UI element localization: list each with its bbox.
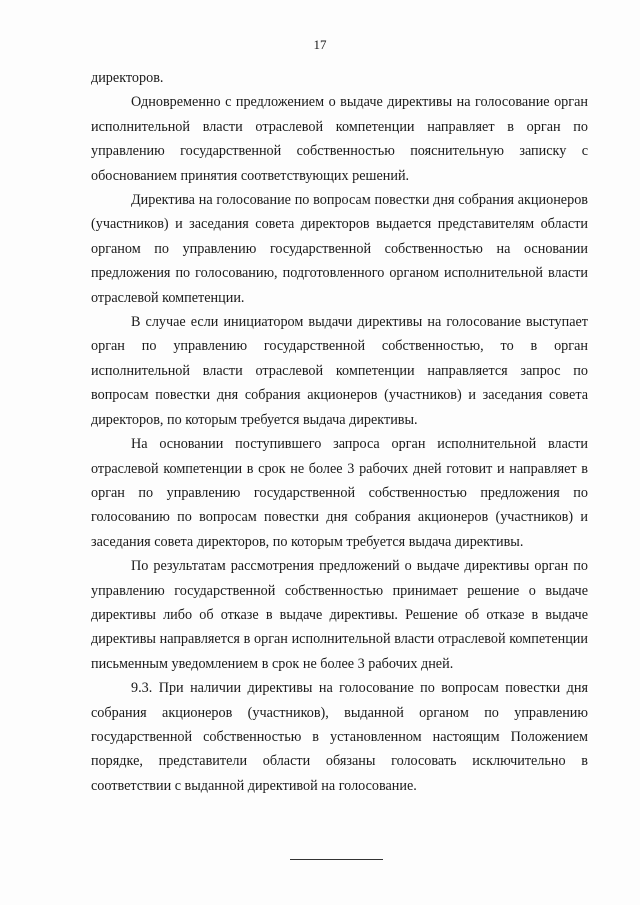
paragraph-decision: По результатам рассмотрения предложений о выдаче директивы орган по управлению государственной собственностью принимает решение о выдаче директивы либо об отказе в выдаче директивы. Решение об отказе в выдаче директивы направляется в орган исполнительной власти отраслевой компетенции письменным уведомлением в срок не более 3 рабочих дней. [91,558,588,672]
paragraph-initiator-request: В случае если инициатором выдачи директивы на голосование выступает орган по управлению государственной собственностью, то в орган исполнительной власти отраслевой компетенции направляется запрос по вопросам повестки дня собрания акционеров (участников) и заседания совета директоров, по которым требуется выдача директивы. [91,314,588,428]
paragraph-directive-issuance: Директива на голосование по вопросам повестки дня собрания акционеров (участников) и заседания совета директоров выдается представителям области органом по управлению государственной собственностью на основании предложения по голосованию, подготовленного органом исполнительной власти отраслевой компетенции. [91,192,588,306]
paragraph-request-response: На основании поступившего запроса орган исполнительной власти отраслевой компетенции в срок не более 3 рабочих дней готовит и направляет в орган по управлению государственной собственностью предложения по голосованию по вопросам повестки дня собрания акционеров (участников) и заседания совета директоров, по которым требуется выдача директивы. [91,436,588,550]
document-body [91,66,588,798]
paragraph-continuation: директоров. [91,70,164,86]
paragraph-section-9-3: 9.3. При наличии директивы на голосование по вопросам повестки дня собрания акционеров (участников), выданной органом по управлению государственной собственностью в установленном настоящим Положением порядке, представители области обязаны голосовать исключительно в соответствии с выданной директивой на голосование. [91,680,588,794]
paragraph-explanatory-note: Одновременно с предложением о выдаче директивы на голосование орган исполнительной власти отраслевой компетенции направляет в орган по управлению государственной собственностью пояснительную записку с обоснованием принятия соответствующих решений. [91,94,588,184]
footer-divider [290,859,383,860]
page-number: 17 [313,37,327,52]
